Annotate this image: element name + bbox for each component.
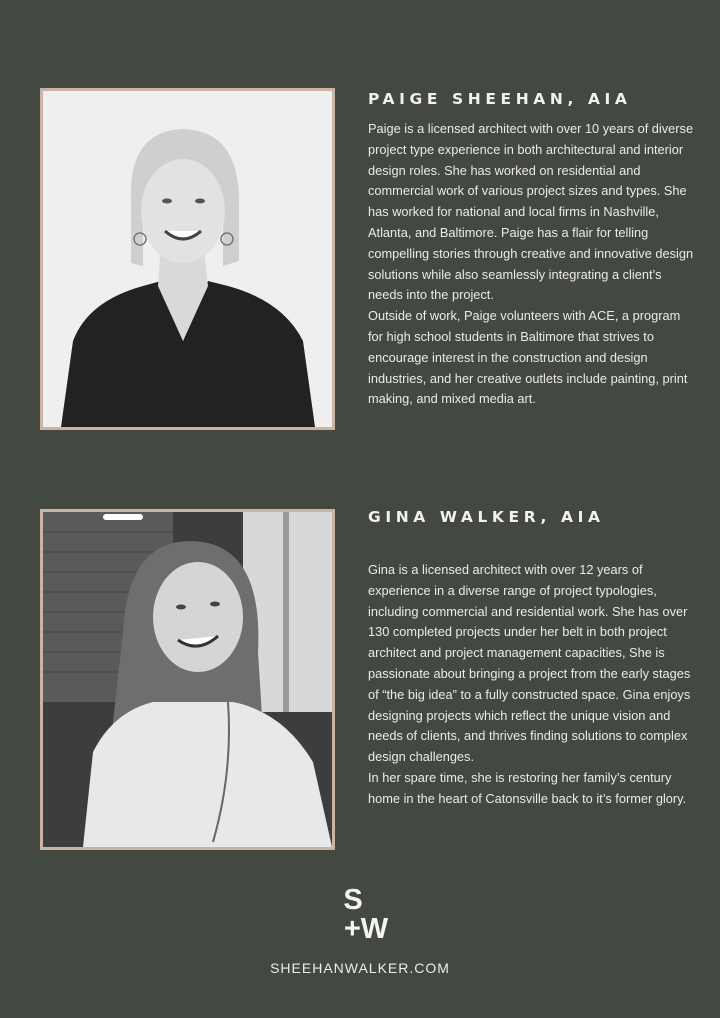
logo-plus-w: +W	[343, 913, 389, 945]
gina-portrait-photo	[43, 512, 332, 847]
gina-name-heading: GINA WALKER, AIA	[368, 508, 605, 526]
paige-bio-paragraph: Paige is a licensed architect with over 10 years of diverse project type experience in both architectural and interior design roles. She has worked on residential and commercial work of various project sizes and types. She has worked for national and local firms in Nashville, Atlanta, and Baltimore. Paige has a flair for telling compelling stories through creative and innovative design solutions while also seamlessly integrating a client’s needs into the project.	[368, 121, 694, 303]
paige-portrait-photo	[43, 91, 332, 427]
website-url[interactable]: SHEEHANWALKER.COM	[270, 960, 450, 976]
gina-photo-frame	[40, 509, 335, 850]
paige-bio	[368, 89, 698, 410]
gina-bio-paragraph: Gina is a licensed architect with over 12 years of experience in a diverse range of project typologies, including commercial and residential work. She has over 130 completed projects under her belt in both project architect and project management capacities, She is passionate about bringing a project from the early stages of “the big idea” to a fully constructed space. Gina enjoys designing projects which reflect the unique vision and needs of clients, and thrives finding solutions to complex design challenges.	[368, 562, 691, 765]
paige-name-heading: PAIGE SHEEHAN, AIA	[368, 90, 632, 108]
paige-bio-paragraph: Outside of work, Paige volunteers with ACE, a program for high school students in Baltimore that strives to encourage interest in the construction and design industries, and her creative outlets include painting, print making, and mixed media art.	[368, 308, 688, 407]
gina-bio-paragraph: In her spare time, she is restoring her family’s century home in the heart of Catonsville back to it’s former glory.	[368, 769, 687, 806]
sw-logo	[0, 886, 720, 944]
logo-s-letter: S	[343, 884, 363, 916]
gina-bio	[368, 507, 698, 810]
paige-photo-frame	[40, 88, 335, 430]
